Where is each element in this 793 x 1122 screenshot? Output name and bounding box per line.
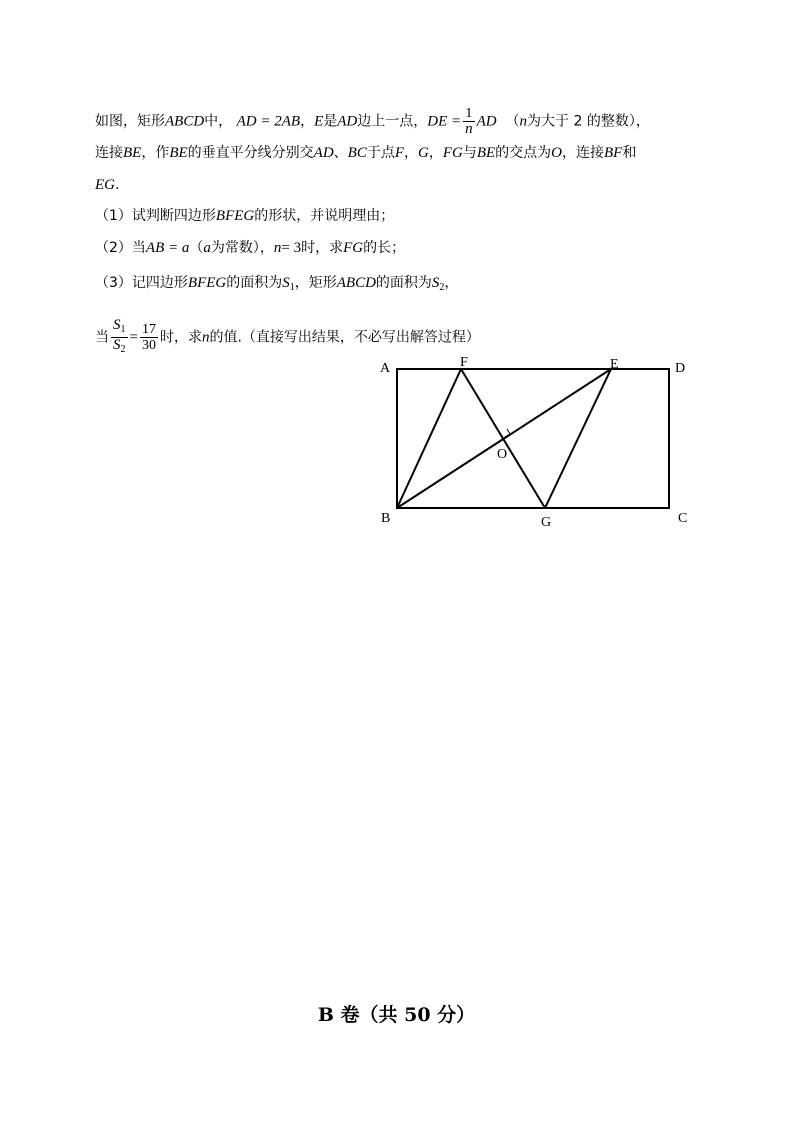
math-ad-eq: AD = 2AB — [236, 113, 301, 130]
frac-numerator: 1 — [463, 106, 475, 122]
point-label-g: G — [541, 515, 552, 530]
text: 的长； — [363, 240, 406, 256]
subscript: 1 — [289, 282, 295, 293]
point-label-f: F — [460, 355, 468, 370]
text: 和 — [622, 145, 637, 161]
point-label-a: A — [380, 361, 391, 376]
math-f: F — [394, 145, 404, 161]
text: 如图，矩形 — [95, 113, 165, 130]
math-ad: AD — [476, 113, 497, 130]
math-s1 — [282, 275, 295, 291]
text: （ — [505, 113, 520, 130]
text: （ — [189, 240, 204, 256]
math-abcd: ABCD — [336, 275, 376, 291]
math-s2 — [432, 275, 445, 291]
text: 是 — [323, 113, 338, 130]
text: ， — [444, 275, 459, 291]
math-bfeg: BFEG — [215, 208, 255, 224]
math-a: a — [203, 240, 211, 256]
geometry-figure — [360, 350, 700, 535]
text: 的垂直平分线分别交 — [187, 145, 314, 161]
math-bfeg: BFEG — [187, 275, 227, 291]
text: 边上一点， — [357, 113, 428, 130]
text: 当 — [95, 329, 109, 346]
frac-numerator: 17 — [141, 322, 156, 337]
s-symbol: S — [113, 337, 121, 353]
question-2 — [95, 238, 405, 258]
point-label-o: O — [497, 447, 508, 462]
text: 时，求 — [301, 240, 344, 256]
subscript: 1 — [120, 324, 126, 335]
fraction-17-over-30 — [140, 322, 158, 353]
text: 的交点为 — [495, 145, 552, 161]
question-1 — [95, 206, 394, 226]
math-ad: AD — [337, 113, 358, 130]
text: （1）试判断四边形 — [95, 208, 216, 224]
problem-line-1 — [95, 106, 650, 137]
text: 的面积为 — [226, 275, 283, 291]
math-de: DE = — [427, 113, 462, 130]
text: ，作 — [141, 145, 170, 161]
problem-line-2 — [95, 143, 636, 163]
text: . — [115, 177, 120, 193]
point-label-b: B — [381, 511, 391, 526]
point-label-e: E — [610, 357, 619, 372]
math-be: BE — [169, 145, 188, 161]
frac-denominator: n — [465, 121, 473, 137]
subscript: 2 — [120, 344, 126, 355]
math-o: O — [551, 145, 563, 161]
math-n: n — [201, 329, 210, 346]
fraction-1-over-n — [463, 106, 475, 137]
math-be: BE — [476, 145, 496, 161]
text: ， — [404, 145, 418, 161]
math-eq-3: = 3 — [281, 240, 302, 256]
s-symbol: S — [431, 275, 440, 291]
math-g: G — [418, 145, 429, 161]
frac-numerator — [111, 318, 128, 338]
text: ，连接 — [562, 145, 605, 161]
text: 与 — [462, 145, 477, 161]
text: 为常数）， — [210, 240, 274, 256]
math-equals: = — [129, 329, 138, 346]
text: 的形状，并说明理由； — [254, 208, 395, 224]
text: 为大于 2 的整数）， — [527, 113, 650, 130]
s-symbol: S — [282, 275, 290, 291]
math-ad: AD — [313, 145, 334, 161]
problem-line-3 — [95, 175, 119, 195]
math-eg: EG — [95, 177, 115, 193]
text: 时，求 — [159, 329, 202, 346]
math-fg: FG — [442, 145, 463, 161]
text: 的值.（直接写出结果，不必写出解答过程） — [209, 329, 480, 346]
text: （2）当 — [95, 240, 146, 256]
text: ，矩形 — [294, 275, 337, 291]
fraction-s1-over-s2 — [111, 318, 128, 357]
frac-denominator — [111, 338, 128, 357]
subscript: 2 — [439, 282, 445, 293]
math-e: E — [314, 113, 324, 130]
math-abcd: ABCD — [165, 113, 205, 130]
text: ， — [300, 113, 315, 130]
math-ab-eq-a: AB = a — [145, 240, 190, 256]
text: 、 — [333, 145, 348, 161]
question-3 — [95, 273, 458, 298]
section-title: B 卷（共 50 分） — [317, 1004, 476, 1026]
math-be: BE — [123, 145, 142, 161]
frac-denominator: 30 — [141, 338, 156, 353]
math-bf: BF — [604, 145, 623, 161]
s-symbol: S — [113, 317, 121, 333]
text: ， — [428, 145, 443, 161]
math-fg: FG — [343, 240, 364, 256]
text: 中， — [204, 113, 233, 130]
text: （3）记四边形 — [95, 275, 188, 291]
math-n: n — [519, 113, 528, 130]
text: 的面积为 — [375, 275, 432, 291]
point-label-d: D — [675, 361, 686, 376]
point-label-c: C — [678, 511, 688, 526]
text: 连接 — [95, 145, 123, 161]
text: 于点 — [366, 145, 395, 161]
math-n: n — [273, 240, 282, 256]
math-bc: BC — [347, 145, 367, 161]
